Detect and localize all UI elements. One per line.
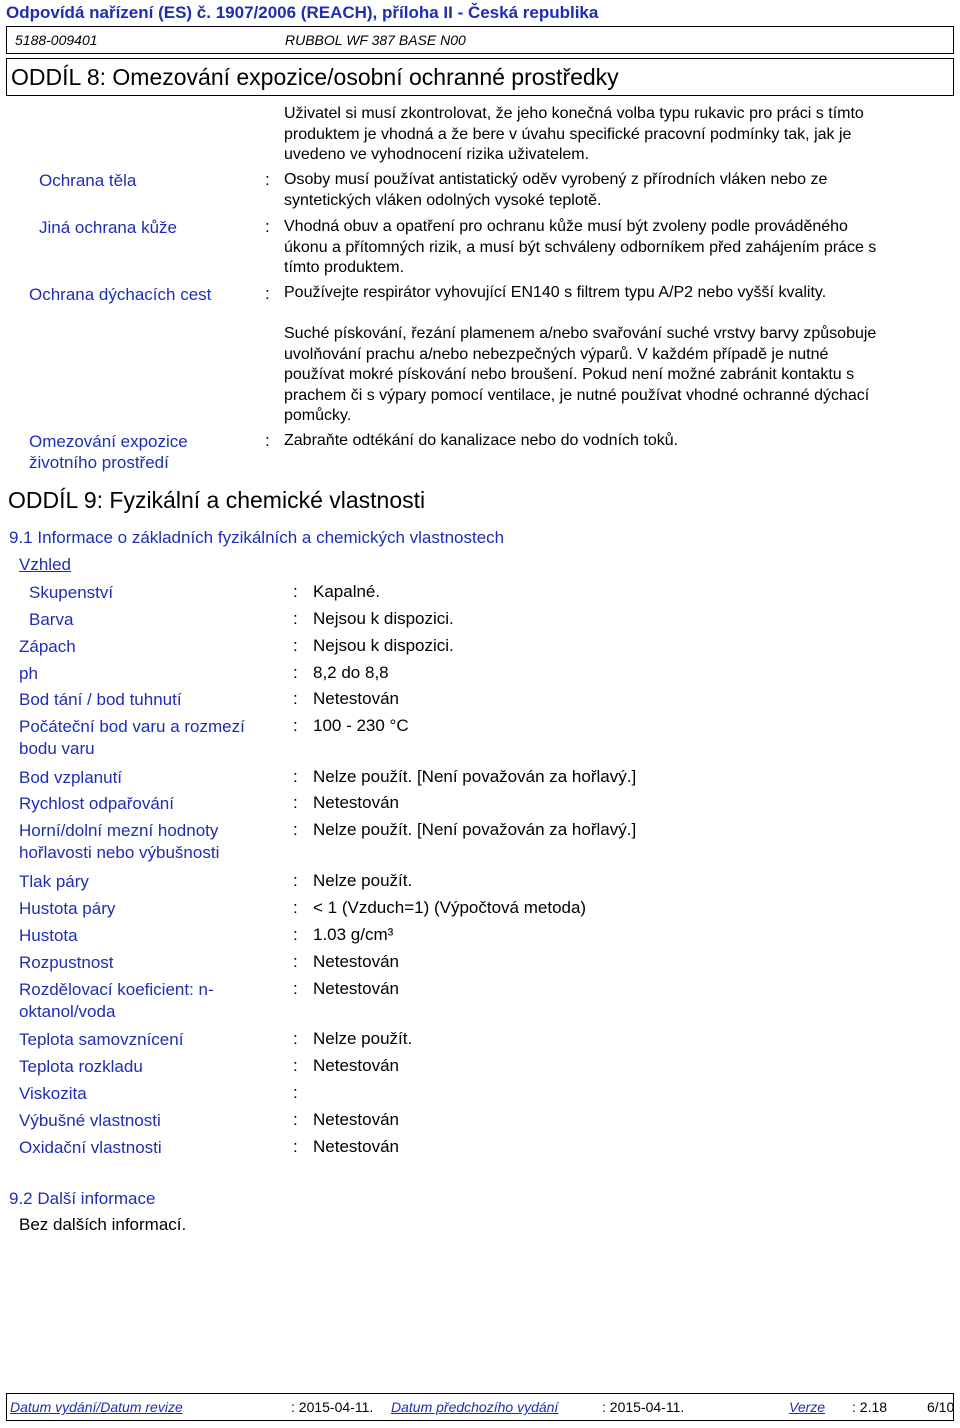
colon: :	[293, 663, 298, 682]
environmental-exposure-text: Zabraňte odtékání do kanalizace nebo do vodních toků.	[284, 432, 679, 449]
property-value: Netestován	[313, 952, 399, 971]
property-label	[19, 1056, 143, 1078]
property-value: Netestován	[313, 1056, 399, 1075]
text-line: používat mokré pískování nebo broušení. Pokud není možné zabránit kontaktu s	[284, 366, 855, 383]
property-value: Nelze použít. [Není považován za hořlavý.]	[313, 820, 637, 839]
property-label-line: Výbušné vlastnosti	[19, 1111, 161, 1130]
property-label-line: Hustota páry	[19, 899, 116, 918]
colon: :	[265, 217, 270, 236]
property-label-line: oktanol/voda	[19, 1001, 116, 1021]
page-number: 6/10	[927, 1399, 955, 1415]
property-label-line: Viskozita	[19, 1084, 87, 1103]
property-label-line: bodu varu	[19, 738, 95, 758]
property-label	[19, 1029, 183, 1051]
text-line: uvolňování prachu a/nebo nebezpečných výparů. V každém případě je nutné	[284, 345, 829, 363]
property-label-line: Tlak páry	[19, 872, 89, 891]
property-label-line: Bod tání / bod tuhnutí	[19, 690, 182, 709]
section9-2-subtitle: 9.2 Další informace	[9, 1189, 156, 1208]
skin-protection-label: Jiná ochrana kůže	[39, 218, 177, 237]
property-label	[19, 952, 114, 974]
product-name: RUBBOL WF 387 BASE N00	[285, 32, 466, 48]
property-label	[29, 582, 113, 604]
body-protection-text	[284, 170, 827, 211]
colon: :	[293, 793, 298, 812]
colon: :	[293, 636, 298, 655]
property-label-line: Rozdělovací koeficient: n-	[19, 980, 214, 999]
text-line: Suché pískování, řezání plamenem a/nebo svařování suché vrstvy barvy způsobuje	[284, 325, 877, 342]
colon: :	[293, 582, 298, 601]
property-label-line: Rychlost odpařování	[19, 794, 174, 813]
property-label-line: Barva	[29, 610, 74, 629]
property-value: Nejsou k dispozici.	[313, 609, 454, 628]
appearance-heading: Vzhled	[19, 555, 71, 574]
colon: :	[293, 1110, 298, 1129]
section9-1-subtitle: 9.1 Informace o základních fyzikálních a chemických vlastnostech	[9, 528, 505, 547]
property-label-line: Teplota rozkladu	[19, 1057, 143, 1076]
property-value: Nelze použít. [Není považován za hořlavý.]	[313, 767, 637, 786]
text-line: Vhodná obuv a opatření pro ochranu kůže musí být zvoleny podle prováděného	[284, 218, 848, 235]
colon: :	[293, 925, 298, 944]
section9-title: ODDÍL 9: Fyzikální a chemické vlastnosti	[8, 487, 426, 513]
product-header-box	[6, 26, 954, 54]
property-label	[19, 979, 214, 1022]
property-label	[19, 1110, 161, 1132]
text-line: uvedeno ve vyhodnocení rizika uživatelem.	[284, 146, 590, 163]
text-line: úkonu a přítomných rizik, a musí být schváleny odborníkem před zahájením práce s	[284, 238, 877, 256]
skin-protection-text	[284, 217, 876, 279]
text-line: Osoby musí používat antistatický oděv vyrobený z přírodních vláken nebo ze	[284, 171, 828, 188]
colon: :	[293, 979, 298, 998]
property-label-line: hořlavosti nebo výbušnosti	[19, 842, 220, 862]
colon: :	[265, 431, 270, 450]
respiratory-protection-text: Používejte respirátor vyhovující EN140 s filtrem typu A/P2 nebo vyšší kvality.	[284, 284, 827, 301]
property-label	[19, 663, 38, 685]
colon: :	[293, 898, 298, 917]
version-label: Verze	[789, 1399, 826, 1415]
property-value: Kapalné.	[313, 582, 381, 601]
property-value: 8,2 do 8,8	[313, 663, 389, 682]
property-label	[19, 716, 245, 759]
colon: :	[265, 284, 270, 303]
property-label-line: ph	[19, 664, 38, 683]
label-line: životního prostředí	[29, 453, 169, 472]
property-value: Netestován	[313, 689, 399, 708]
previous-issue-value: : 2015-04-11.	[602, 1399, 685, 1415]
property-label	[19, 793, 174, 815]
issue-date-value: : 2015-04-11.	[291, 1399, 374, 1415]
colon: :	[293, 871, 298, 890]
issue-date-label: Datum vydání/Datum revize	[10, 1399, 183, 1415]
property-value: 100 - 230 °C	[313, 716, 409, 735]
property-value: 1.03 g/cm³	[313, 925, 394, 944]
property-label-line: Hustota	[19, 926, 78, 945]
property-label	[19, 820, 219, 863]
text-line: pomůcky.	[284, 407, 352, 424]
colon: :	[293, 1137, 298, 1156]
gloves-intro	[284, 104, 864, 166]
property-label	[19, 925, 78, 947]
property-value: Netestován	[313, 1137, 399, 1156]
text-line: Uživatel si musí zkontrolovat, že jeho konečná volba typu rukavic pro práci s tímto	[284, 105, 864, 122]
text-line: prachem či s výpary pomocí ventilace, je nutné používat vhodné ochranné dýchací	[284, 386, 870, 404]
property-label-line: Horní/dolní mezní hodnoty	[19, 821, 219, 840]
property-value: Nelze použít.	[313, 1029, 413, 1048]
property-label-line: Skupenství	[29, 583, 114, 602]
property-value: Netestován	[313, 979, 399, 998]
previous-issue-label: Datum předchozího vydání	[391, 1399, 559, 1415]
product-code: 5188-009401	[15, 32, 98, 48]
property-label-line: Zápach	[19, 637, 76, 656]
property-label	[29, 609, 73, 631]
regulation-title: Odpovídá nařízení (ES) č. 1907/2006 (REACH), příloha II - Česká republika	[6, 3, 599, 22]
colon: :	[293, 1029, 298, 1048]
section8-heading-box	[6, 58, 954, 96]
text-line: tímto produktem.	[284, 259, 405, 276]
label-line: Omezování expozice	[29, 432, 188, 451]
colon: :	[293, 767, 298, 786]
colon: :	[293, 609, 298, 628]
property-label	[19, 767, 122, 789]
property-label-line: Počáteční bod varu a rozmezí	[19, 717, 245, 736]
property-label	[19, 689, 182, 711]
respiratory-protection-label: Ochrana dýchacích cest	[29, 285, 212, 304]
property-label	[19, 636, 76, 658]
property-value: Netestován	[313, 1110, 399, 1129]
section8-title: ODDÍL 8: Omezování expozice/osobní ochranné prostředky	[11, 64, 619, 90]
colon: :	[293, 1056, 298, 1075]
other-information-text: Bez dalších informací.	[19, 1215, 187, 1234]
property-label	[19, 898, 115, 920]
colon: :	[293, 1083, 298, 1102]
respiratory-protection-details	[284, 324, 876, 427]
property-value: Nejsou k dispozici.	[313, 636, 454, 655]
colon: :	[293, 716, 298, 735]
property-label-line: Oxidační vlastnosti	[19, 1138, 162, 1157]
colon: :	[293, 820, 298, 839]
footer-box	[6, 1393, 954, 1421]
colon: :	[293, 689, 298, 708]
property-label-line: Bod vzplanutí	[19, 768, 123, 787]
colon: :	[293, 952, 298, 971]
property-label	[19, 1083, 87, 1105]
property-label-line: Rozpustnost	[19, 953, 114, 972]
property-label	[19, 871, 89, 893]
property-value: Nelze použít.	[313, 871, 413, 890]
property-value: < 1 (Vzduch=1) (Výpočtová metoda)	[313, 898, 587, 917]
property-label	[19, 1137, 162, 1159]
version-value: : 2.18	[852, 1399, 888, 1415]
colon: :	[265, 170, 270, 189]
text-line: syntetických vláken odolných vysoké teplotě.	[284, 191, 602, 209]
text-line: produktem je vhodná a že bere v úvahu specifické pracovní podmínky tak, jak je	[284, 125, 852, 143]
environmental-exposure-label	[29, 431, 188, 473]
property-label-line: Teplota samovznícení	[19, 1030, 184, 1049]
body-protection-label: Ochrana těla	[39, 171, 137, 190]
property-value: Netestován	[313, 793, 399, 812]
